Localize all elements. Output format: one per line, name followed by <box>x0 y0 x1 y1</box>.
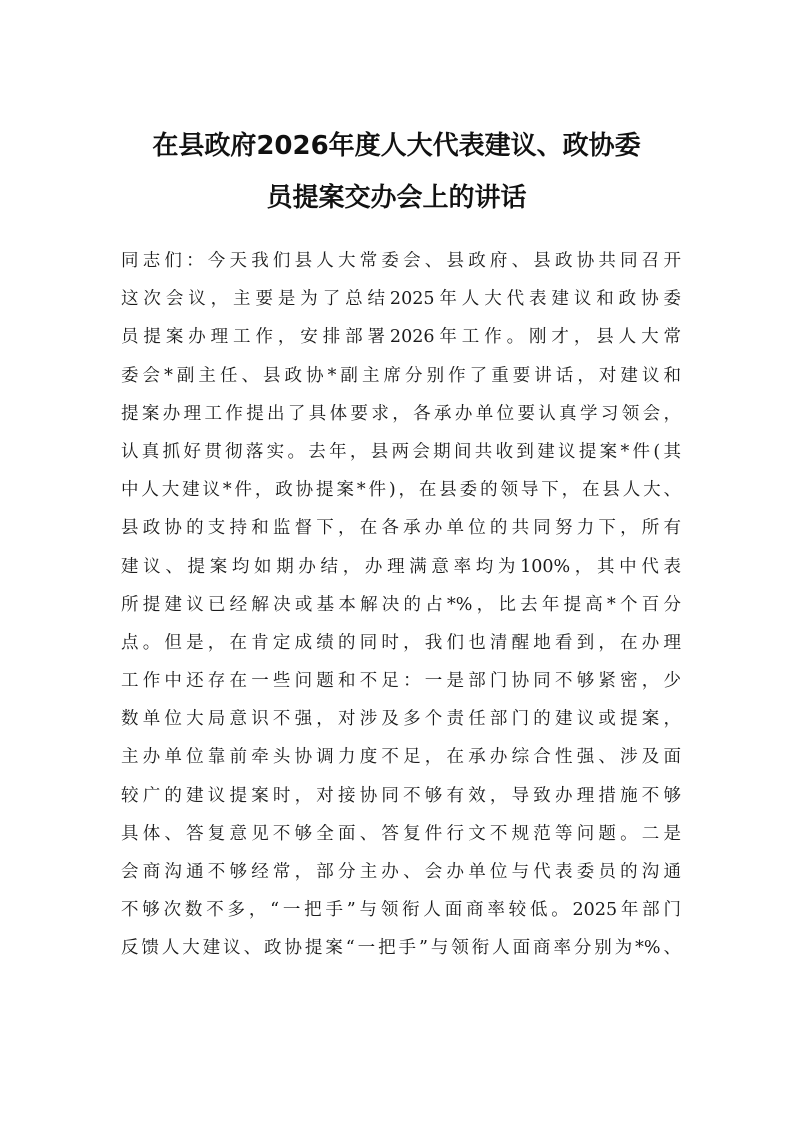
title-line-1: 在县政府2026年度人大代表建议、政协委 <box>152 131 641 161</box>
body-line: 点。但是，在肯定成绩的同时，我们也清醒地看到，在办理 <box>121 632 681 653</box>
document-body <box>121 242 681 968</box>
body-line: 主办单位靠前牵头协调力度不足，在承办综合性强、涉及面 <box>121 747 681 768</box>
body-line: 反馈人大建议、政协提案“一把手”与领衔人面商率分别为*%、 <box>121 938 681 959</box>
body-line: 较广的建议提案时，对接协同不够有效，导致办理措施不够 <box>121 785 681 806</box>
body-line: 具体、答复意见不够全面、答复件行文不规范等问题。二是 <box>121 823 681 844</box>
body-line: 工作中还存在一些问题和不足：一是部门协同不够紧密，少 <box>121 671 681 692</box>
body-line: 数单位大局意识不强，对涉及多个责任部门的建议或提案， <box>121 709 681 730</box>
body-line: 中人大建议*件，政协提案*件)，在县委的领导下，在县人大、 <box>121 480 681 501</box>
body-line: 同志们：今天我们县人大常委会、县政府、县政协共同召开 <box>121 251 681 271</box>
body-line: 不够次数不多，“一把手”与领衔人面商率较低。2025年部门 <box>121 900 681 921</box>
body-line: 所提建议已经解决或基本解决的占*%，比去年提高*个百分 <box>121 594 681 615</box>
body-line: 员提案办理工作，安排部署2026年工作。刚才，县人大常 <box>121 327 681 348</box>
body-line: 建议、提案均如期办结，办理满意率均为100%，其中代表 <box>121 556 681 577</box>
body-line: 委会*副主任、县政协*副主席分别作了重要讲话，对建议和 <box>121 365 681 386</box>
title-line-2: 员提案交办会上的讲话 <box>266 183 527 213</box>
body-line: 认真抓好贯彻落实。去年，县两会期间共收到建议提案*件(其 <box>121 441 681 462</box>
body-line: 县政协的支持和监督下，在各承办单位的共同努力下，所有 <box>121 518 681 539</box>
body-line: 提案办理工作提出了具体要求，各承办单位要认真学习领会， <box>121 403 681 424</box>
body-line: 会商沟通不够经常，部分主办、会办单位与代表委员的沟通 <box>121 862 681 882</box>
document-title <box>100 120 693 224</box>
body-line: 这次会议，主要是为了总结2025年人大代表建议和政协委 <box>121 289 681 310</box>
